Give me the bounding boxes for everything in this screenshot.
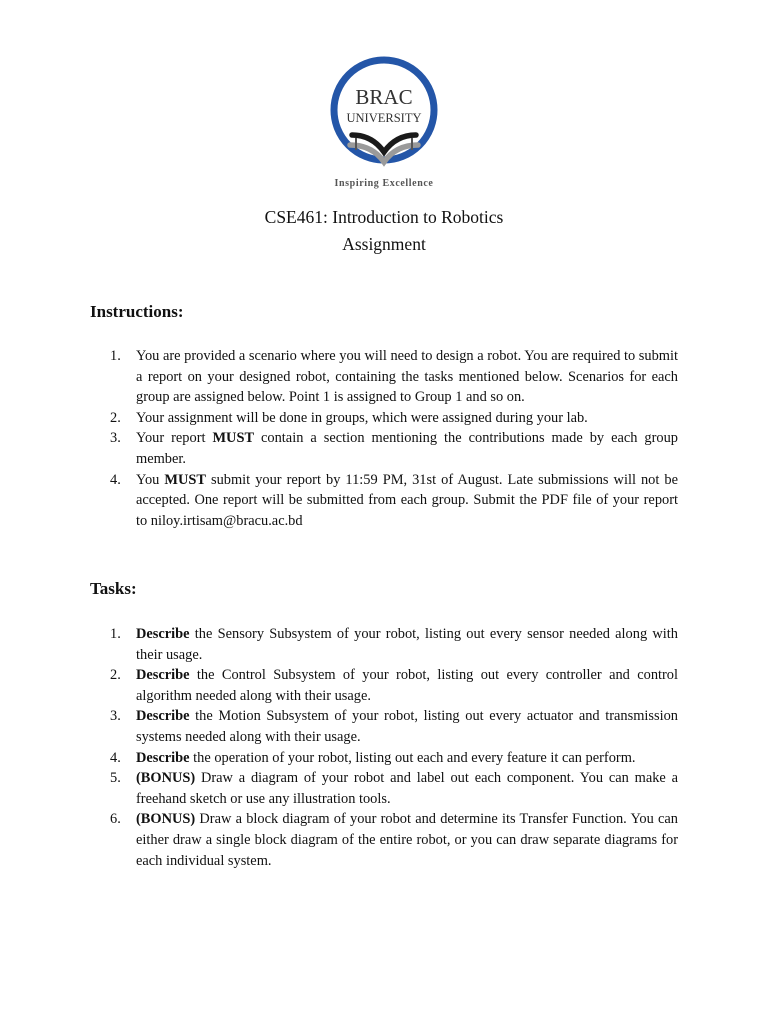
logo-text-brac: BRAC	[355, 85, 413, 109]
tasks-list	[110, 624, 678, 871]
item-text: Your assignment will be done in groups, which were assigned during your lab.	[136, 409, 588, 426]
item-text: the operation of your robot, listing out each and every feature it can perform.	[189, 749, 636, 766]
item-number: 1.	[110, 348, 121, 364]
tasks-heading: Tasks:	[90, 579, 137, 598]
task-item	[110, 706, 678, 747]
task-item	[110, 768, 678, 809]
item-emphasis: Describe	[136, 749, 190, 766]
item-number: 6.	[110, 811, 121, 828]
logo-text-university: UNIVERSITY	[346, 111, 422, 125]
item-emphasis: Describe	[136, 708, 190, 725]
item-text: the Sensory Subsystem of your robot, listing out every sensor needed along with their usage.	[136, 626, 678, 663]
item-number: 3.	[110, 708, 121, 725]
instruction-item	[110, 346, 678, 408]
instructions-list	[110, 346, 678, 531]
item-text-post: contain a section mentioning the contributions made by each group member.	[136, 430, 678, 467]
item-emphasis: MUST	[164, 471, 206, 488]
item-text-post: submit your report by 11:59 PM, 31st of August. Late submissions will not be accepted. One report will be submitted from each group. Submit the PDF file of your report to niloy.irtisam@bracu.ac.bd	[136, 471, 678, 529]
task-item	[110, 624, 678, 665]
task-item	[110, 665, 678, 706]
item-text: the Motion Subsystem of your robot, listing out every actuator and transmission systems needed along with their usage.	[136, 708, 678, 745]
instruction-item	[110, 408, 678, 429]
item-number: 3.	[110, 430, 121, 447]
item-text: the Control Subsystem of your robot, listing out every controller and control algorithm needed along with their usage.	[136, 667, 678, 704]
task-item	[110, 809, 678, 871]
item-emphasis: Describe	[136, 667, 190, 684]
item-emphasis: (BONUS)	[136, 770, 196, 787]
item-text: Draw a diagram of your robot and label out each component. You can make a freehand sketch or use any illustration tools.	[136, 770, 678, 807]
instructions-heading: Instructions:	[90, 302, 184, 321]
item-emphasis: MUST	[212, 430, 255, 447]
item-number: 4.	[110, 471, 121, 488]
task-item	[110, 748, 678, 769]
item-number: 2.	[110, 667, 121, 684]
instruction-item	[110, 470, 678, 532]
brac-university-logo	[328, 56, 440, 190]
document-subtitle: Assignment	[342, 234, 426, 254]
item-number: 4.	[110, 749, 121, 766]
course-title: CSE461: Introduction to Robotics	[264, 207, 504, 227]
item-text: Draw a block diagram of your robot and determine its Transfer Function. You can either draw a single block diagram of the entire robot, or you can draw separate diagrams for each individual system.	[136, 811, 678, 869]
logo-tagline: Inspiring Excellence	[334, 178, 434, 189]
item-number: 2.	[110, 409, 121, 426]
item-emphasis: Describe	[136, 626, 190, 642]
item-number: 1.	[110, 626, 121, 642]
item-text-pre: You	[136, 471, 165, 488]
item-emphasis: (BONUS)	[136, 811, 196, 828]
item-text: You are provided a scenario where you will need to design a robot. You are required to submit a report on your designed robot, containing the tasks mentioned below. Scenarios for each group are assigned below. Point 1 is assigned to Group 1 and so on.	[136, 348, 678, 406]
instruction-item	[110, 428, 678, 469]
item-text-pre: Your report	[136, 430, 213, 447]
item-number: 5.	[110, 770, 121, 787]
open-book-icon	[350, 135, 418, 162]
